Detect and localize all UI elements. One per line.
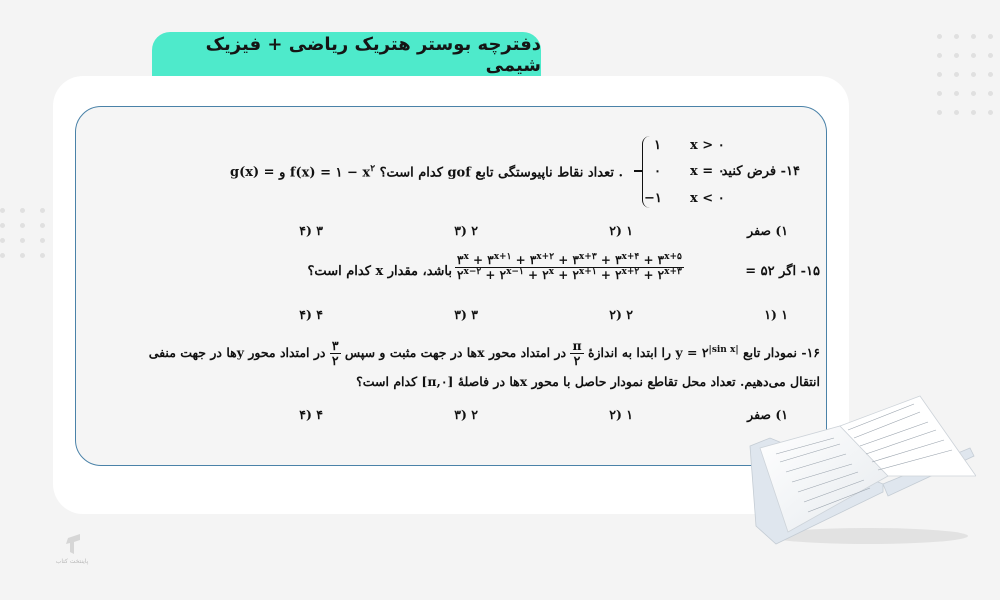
question-14-text: . تعداد نقاط ناپیوستگی تابع gof کدام است؟ f(x) = ۱ − $x^۲$ و g(x) = bbox=[230, 164, 624, 181]
piecewise-row: x < ۰ bbox=[690, 191, 725, 206]
question-14-intro: ۱۴- فرض کنید bbox=[721, 164, 800, 179]
question-15-options bbox=[299, 307, 788, 322]
option[interactable]: ۲ (۳ bbox=[454, 223, 478, 238]
book-icon bbox=[748, 376, 976, 546]
option[interactable]: ۴ (۴ bbox=[299, 407, 323, 422]
option[interactable]: ۳ (۳ bbox=[454, 307, 478, 322]
option[interactable]: ۱ (۲ bbox=[609, 407, 633, 422]
question-16-line-1: ۱۶- نمودار تابع $y = ۲^{|sin x|}$ را ابتدا به اندازهٔ $\frac{\pi}{۲}$ در امتداد محور xها در جهت مثبت و سپس $\frac{۳}{۲}$ در امتداد محور yها در جهت منفی bbox=[148, 338, 820, 368]
piecewise-row: ۱ bbox=[654, 138, 661, 153]
option[interactable]: ۲ (۲ bbox=[609, 307, 633, 322]
decorative-dot-grid bbox=[0, 208, 45, 258]
booklet-title: دفترچه بوستر هتریک ریاضی + فیزیک شیمی bbox=[205, 34, 541, 76]
question-15-fraction: $\frac{۳^x + ۳^{x+۱} + ۳^{x+۲} + ۳^{x+۳} + ۳^{x+۴} + ۳^{x+۵}}{۲^{x-۲} + ۲^{x-۱} + ۲^x + ۲^{x+۱} + ۲^{x+۲} + ۲^{x+۳}}$ bbox=[457, 252, 682, 283]
decorative-dot-grid bbox=[937, 34, 993, 115]
option[interactable]: ۱) صفر bbox=[747, 223, 788, 238]
option[interactable]: ۱ (۱ bbox=[764, 307, 788, 322]
question-14-options bbox=[299, 223, 788, 238]
option[interactable]: ۳ (۴ bbox=[299, 223, 323, 238]
open-book-illustration bbox=[748, 376, 976, 546]
piecewise-row: −۱ bbox=[644, 191, 662, 206]
piecewise-row: ۰ bbox=[654, 164, 661, 179]
option[interactable]: ۲ (۳ bbox=[454, 407, 478, 422]
question-15-intro: ۱۵- اگر ۵۲ = bbox=[745, 264, 820, 279]
booklet-title-tab bbox=[152, 32, 541, 78]
brand-label: پاینتخت کتاب bbox=[55, 558, 89, 565]
piecewise-row: x = ۰ bbox=[690, 164, 725, 179]
question-15-tail: باشد، مقدار x کدام است؟ bbox=[307, 264, 452, 279]
option[interactable]: ۴ (۴ bbox=[299, 307, 323, 322]
brand-icon bbox=[52, 530, 92, 558]
option[interactable]: ۱) صفر bbox=[747, 407, 788, 422]
brand-logo bbox=[52, 530, 92, 570]
question-16-options bbox=[299, 407, 788, 422]
piecewise-row: x > ۰ bbox=[690, 138, 725, 153]
option[interactable]: ۱ (۲ bbox=[609, 223, 633, 238]
question-16-line-2: انتقال می‌دهیم. تعداد محل تقاطع نمودار حاصل با محور xها در فاصلهٔ [۰,π] کدام است؟ bbox=[356, 374, 820, 389]
